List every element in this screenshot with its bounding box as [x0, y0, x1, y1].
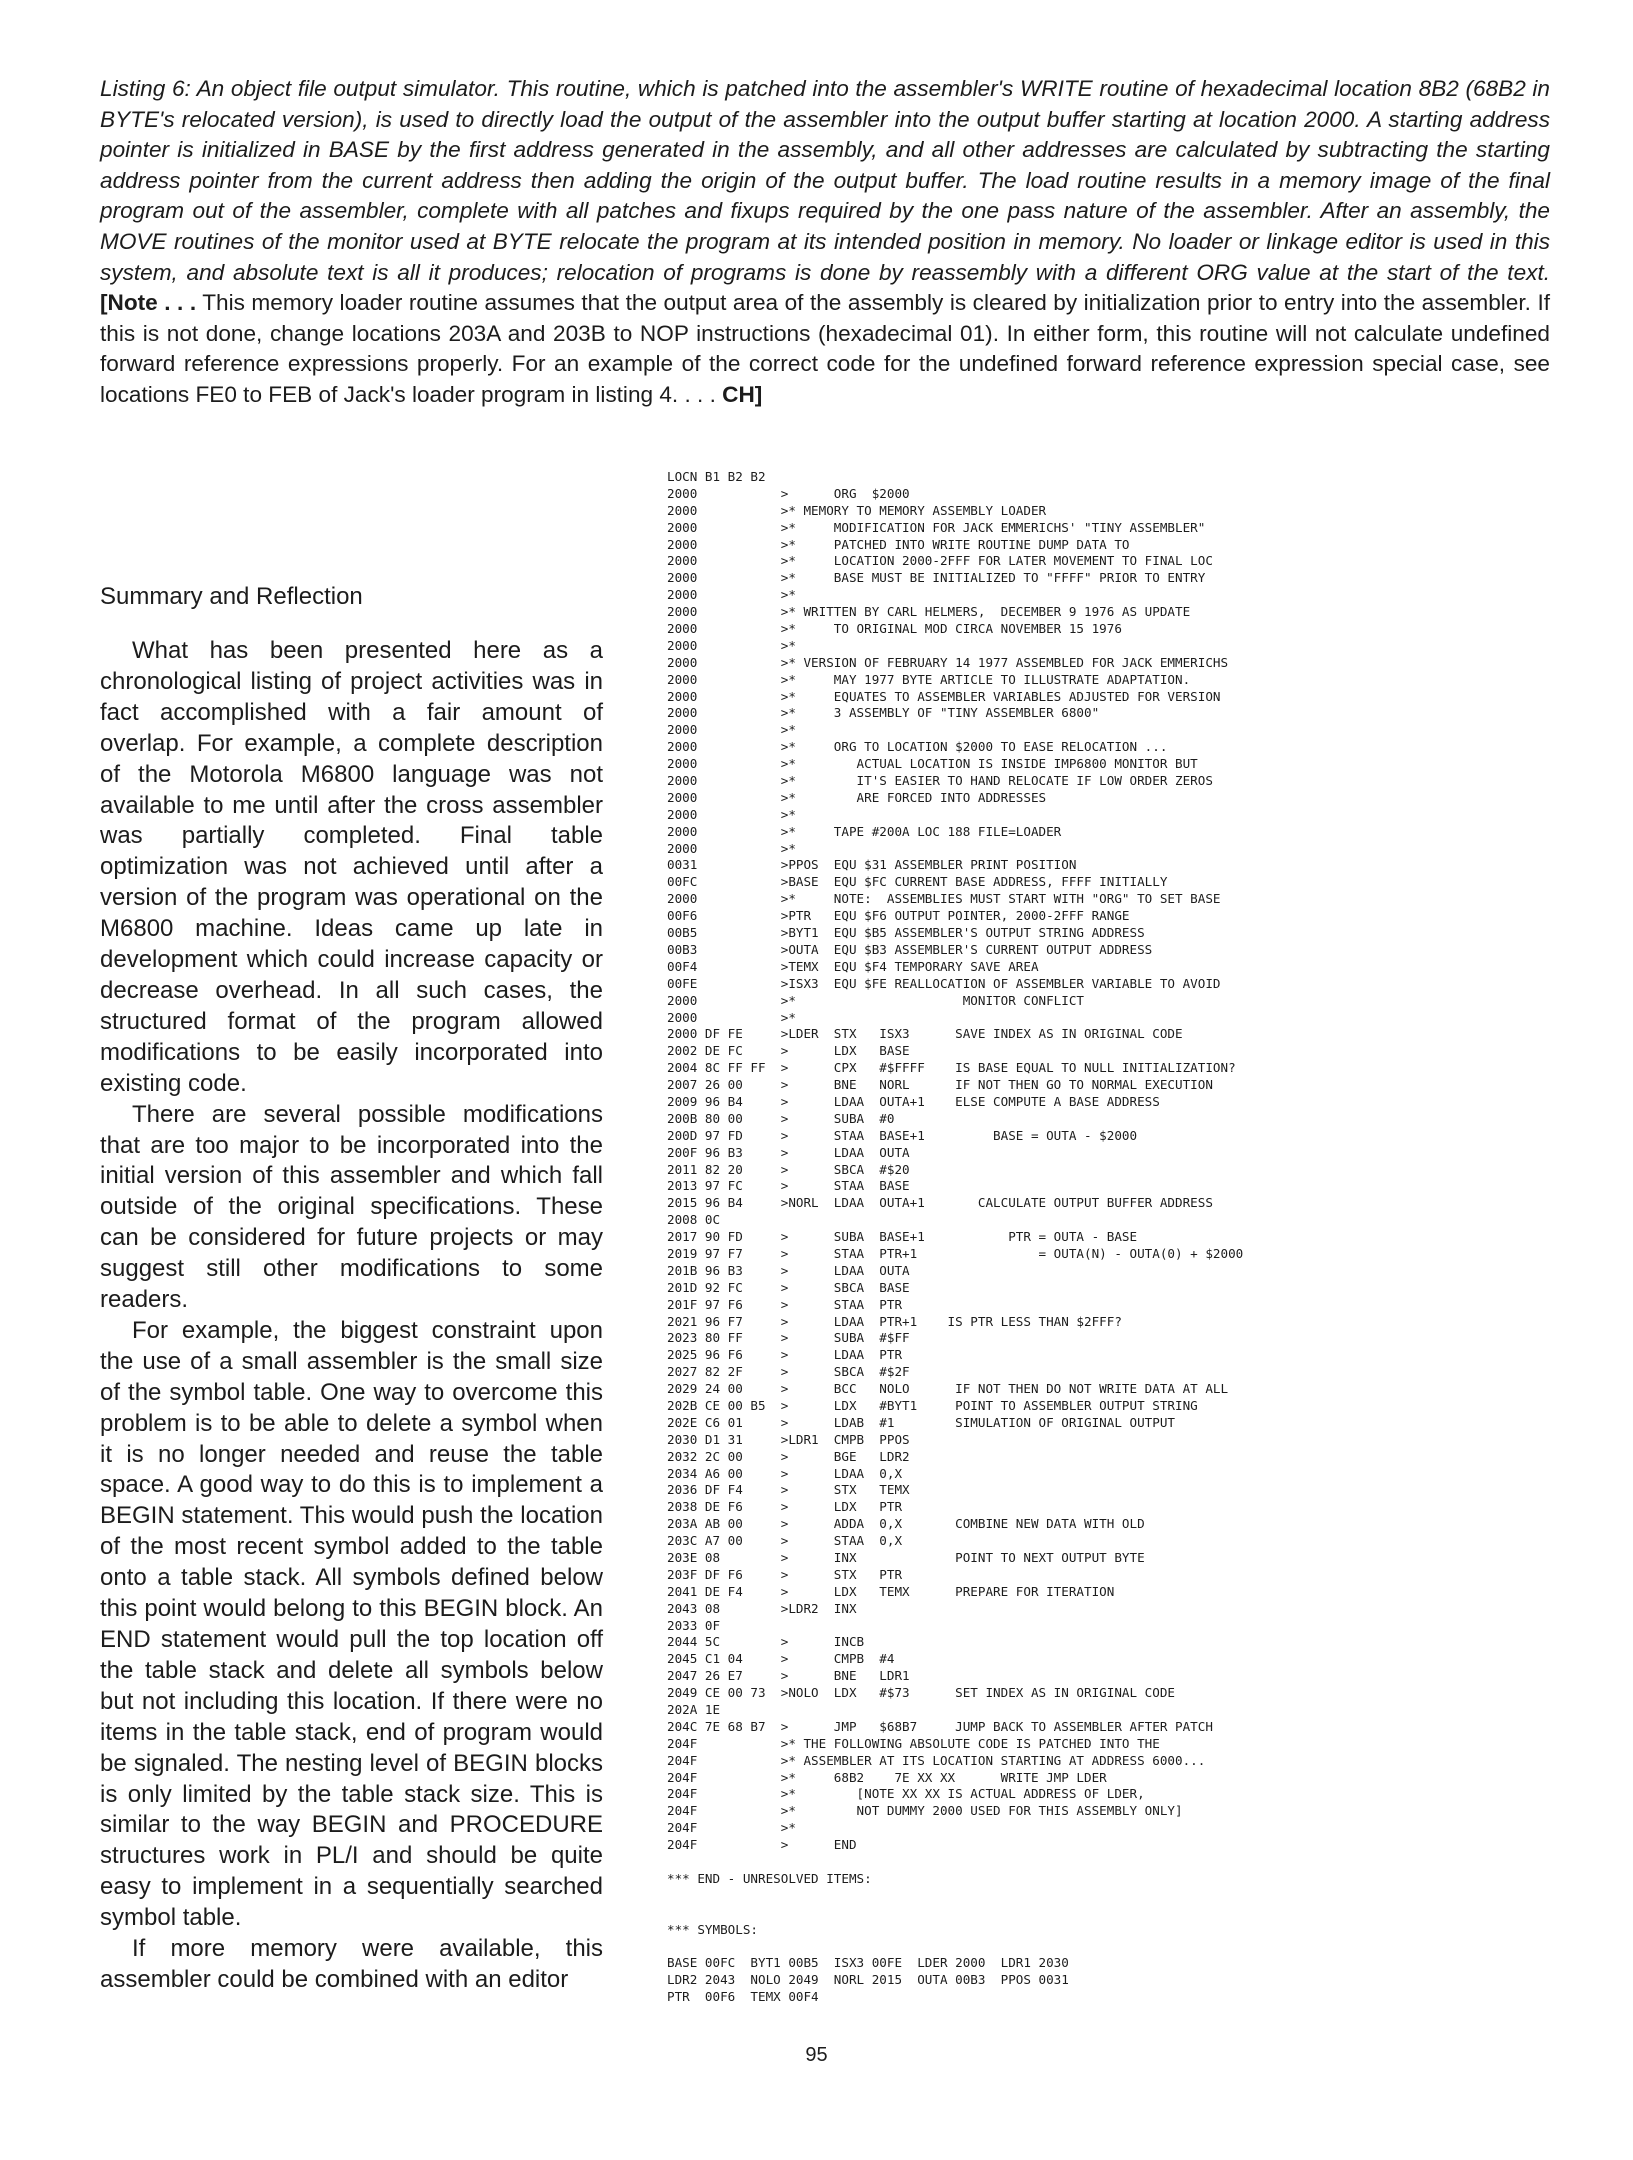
listing-line: 2000 >* ORG TO LOCATION $2000 TO EASE RELOCATION ... — [667, 739, 1168, 755]
listing-line: 203A AB 00 > ADDA 0,X COMBINE NEW DATA WITH OLD — [667, 1516, 1145, 1532]
listing-line: 2017 90 FD > SUBA BASE+1 PTR = OUTA - BASE — [667, 1229, 1138, 1245]
listing-line: 00B3 >OUTA EQU $B3 ASSEMBLER'S CURRENT OUTPUT ADDRESS — [667, 941, 1153, 957]
listing-line: 2000 >* NOTE: ASSEMBLIES MUST START WITH "ORG" TO SET BASE — [667, 891, 1221, 907]
listing-line: 2038 DE F6 > LDX PTR — [667, 1499, 903, 1515]
listing-line: 2000 >* ACTUAL LOCATION IS INSIDE IMP6800 MONITOR BUT — [667, 756, 1198, 772]
section-heading: Summary and Reflection — [100, 583, 363, 610]
listing-line: 2000 >* MEMORY TO MEMORY ASSEMBLY LOADER — [667, 502, 1047, 518]
listing-line: 204F >* NOT DUMMY 2000 USED FOR THIS ASSEMBLY ONLY] — [667, 1803, 1183, 1819]
listing-line: BASE 00FC BYT1 00B5 ISX3 00FE LDER 2000 LDR1 2030 — [667, 1955, 1069, 1971]
listing-line — [667, 1888, 1243, 1905]
listing-line: 2045 C1 04 > CMPB #4 — [667, 1651, 895, 1667]
listing-line: 201D 92 FC > SBCA BASE — [667, 1279, 910, 1295]
listing-line: 2041 DE F4 > LDX TEMX PREPARE FOR ITERATION — [667, 1583, 1115, 1599]
listing-line: 2047 26 E7 > BNE LDR1 — [667, 1668, 910, 1684]
listing-line: 204F >* [NOTE XX XX IS ACTUAL ADDRESS OF LDER, — [667, 1786, 1145, 1802]
listing-line: 2015 96 B4 >NORL LDAA OUTA+1 CALCULATE OUTPUT BUFFER ADDRESS — [667, 1195, 1213, 1211]
listing-line: 2000 >* MONITOR CONFLICT — [667, 992, 1085, 1008]
listing-line: 2023 80 FF > SUBA #$FF — [667, 1330, 910, 1346]
listing-line: 2004 8C FF FF > CPX #$FFFF IS BASE EQUAL TO NULL INITIALIZATION? — [667, 1060, 1236, 1076]
listing-line: 2000 >* BASE MUST BE INITIALIZED TO "FFFF" PRIOR TO ENTRY — [667, 570, 1206, 586]
listing-line: 2000 >* VERSION OF FEBRUARY 14 1977 ASSEMBLED FOR JACK EMMERICHS — [667, 654, 1229, 670]
listing-line: 200B 80 00 > SUBA #0 — [667, 1110, 895, 1126]
listing-line: 2000 >* 3 ASSEMBLY OF "TINY ASSEMBLER 6800" — [667, 705, 1100, 721]
body-paragraph: If more memory were available, this assembler could be combined with an editor — [100, 1935, 603, 1993]
assembly-listing — [667, 469, 1243, 2006]
listing-line: 2000 >* — [667, 587, 796, 603]
listing-line: 2000 >* — [667, 806, 796, 822]
listing-line: 201F 97 F6 > STAA PTR — [667, 1296, 903, 1312]
listing-line: 204C 7E 68 B7 > JMP $68B7 JUMP BACK TO ASSEMBLER AFTER PATCH — [667, 1718, 1213, 1734]
listing-line: LDR2 2043 NOLO 2049 NORL 2015 OUTA 00B3 PPOS 0031 — [667, 1972, 1069, 1988]
body-paragraph: For example, the biggest constraint upon the use of a small assembler is the small size of the symbol table. One way to overcome this problem is to be able to delete a symbol when it is no longer needed and reuse the table space. A good way to do this is to implement a BEGIN statement. This would push the location of the most recent symbol added to the table onto a table stack. All symbols defined below this point would belong to this BEGIN block. An END statement would pull the top location off the table stack and delete all symbols below but not including this location. If there were no items in the table stack, end of program would be signaled. The nesting level of BEGIN blocks is only limited by the table stack size. This is similar to the way BEGIN and PROCEDURE structures work in PL/I and should be quite easy to implement in a sequentially searched symbol table. — [100, 1316, 603, 1932]
listing-line: 2002 DE FC > LDX BASE — [667, 1043, 910, 1059]
listing-line: 204F > END — [667, 1837, 857, 1853]
listing-line: 2000 >* — [667, 1009, 796, 1025]
listing-line: 2043 08 >LDR2 INX — [667, 1600, 857, 1616]
listing-line: 2007 26 00 > BNE NORL IF NOT THEN GO TO NORMAL EXECUTION — [667, 1077, 1213, 1093]
note-open: [Note . . . — [100, 290, 197, 316]
listing-line: 201B 96 B3 > LDAA OUTA — [667, 1262, 910, 1278]
listing-line: 2000 >* MODIFICATION FOR JACK EMMERICHS' "TINY ASSEMBLER" — [667, 519, 1206, 535]
listing-line: 203C A7 00 > STAA 0,X — [667, 1533, 903, 1549]
listing-line: 2000 > ORG $2000 — [667, 485, 910, 501]
listing-line: 2000 >* IT'S EASIER TO HAND RELOCATE IF LOW ORDER ZEROS — [667, 773, 1213, 789]
listing-line: 202E C6 01 > LDAB #1 SIMULATION OF ORIGINAL OUTPUT — [667, 1414, 1175, 1430]
listing-line: 2000 >* ARE FORCED INTO ADDRESSES — [667, 789, 1047, 805]
listing-line: LOCN B1 B2 B2 — [667, 469, 766, 484]
listing-line: 2000 >* — [667, 722, 796, 738]
listing-line: 204F >* — [667, 1820, 796, 1836]
page-number: 95 — [805, 2044, 828, 2066]
listing-line: 2013 97 FC > STAA BASE — [667, 1178, 910, 1194]
body-paragraph: What has been presented here as a chronological listing of project activities was in fact accomplished with a fair amount of overlap. For example, a complete description of the Motorola M6800 language was not available to me until after the cross assembler was partially completed. Final table optimization was not achieved until after a version of the program was operational on the M6800 machine. Ideas came up late in development which could increase capacity or decrease overhead. In all such cases, the structured format of the program allowed modifications to be easily incorporated into existing code. — [100, 637, 603, 1097]
listing-caption — [100, 74, 1550, 411]
listing-line: 2000 >* — [667, 637, 796, 653]
listing-line: 202B CE 00 B5 > LDX #BYT1 POINT TO ASSEMBLER OUTPUT STRING — [667, 1397, 1198, 1413]
listing-line: 2021 96 F7 > LDAA PTR+1 IS PTR LESS THAN $2FFF? — [667, 1313, 1122, 1329]
note-body: This memory loader routine assumes that the output area of the assembly is cleared by initialization prior to entry into the assembler. If this is not done, change locations 203A and 203B to NOP instructions (hexadecimal 01). In either form, this routine will not calculate undefined forward reference expressions properly. For an example of the correct code for the undefined forward reference expression special case, see locations FE0 to FEB of Jack's loader program in listing 4. . . . — [100, 290, 1550, 407]
listing-line: 204F >* THE FOLLOWING ABSOLUTE CODE IS PATCHED INTO THE — [667, 1735, 1160, 1751]
listing-line: 2034 A6 00 > LDAA 0,X — [667, 1465, 903, 1481]
listing-line: 2000 >* WRITTEN BY CARL HELMERS, DECEMBER 9 1976 AS UPDATE — [667, 604, 1191, 620]
listing-line: 2027 82 2F > SBCA #$2F — [667, 1364, 910, 1380]
listing-line: 2000 >* PATCHED INTO WRITE ROUTINE DUMP DATA TO — [667, 536, 1130, 552]
listing-line: 203E 08 > INX POINT TO NEXT OUTPUT BYTE — [667, 1550, 1145, 1565]
listing-line: 00F4 >TEMX EQU $F4 TEMPORARY SAVE AREA — [667, 958, 1039, 974]
listing-line: 2049 CE 00 73 >NOLO LDX #$73 SET INDEX AS IN ORIGINAL CODE — [667, 1685, 1175, 1701]
listing-line: 204F >* ASSEMBLER AT ITS LOCATION STARTING AT ADDRESS 6000... — [667, 1752, 1206, 1768]
listing-line: 2000 >* TO ORIGINAL MOD CIRCA NOVEMBER 15 1976 — [667, 621, 1122, 637]
listing-line: 2000 DF FE >LDER STX ISX3 SAVE INDEX AS IN ORIGINAL CODE — [667, 1026, 1183, 1042]
listing-line: 2000 >* EQUATES TO ASSEMBLER VARIABLES ADJUSTED FOR VERSION — [667, 688, 1221, 704]
body-paragraph: There are several possible modifications that are too major to be incorporated into the initial version of this assembler and which fall outside of the original specifications. These can be considered for future projects or may suggest still other modifications to some readers. — [100, 1100, 603, 1314]
listing-line: 00FE >ISX3 EQU $FE REALLOCATION OF ASSEMBLER VARIABLE TO AVOID — [667, 975, 1221, 991]
listing-line — [667, 1905, 1243, 1922]
listing-line: 200F 96 B3 > LDAA OUTA — [667, 1144, 910, 1160]
listing-line: 2025 96 F6 > LDAA PTR — [667, 1347, 903, 1363]
listing-line: 2044 5C > INCB — [667, 1634, 865, 1650]
summary-column — [100, 582, 603, 1996]
listing-line: *** SYMBOLS: — [667, 1921, 758, 1937]
listing-line: 2036 DF F4 > STX TEMX — [667, 1482, 910, 1498]
listing-line: *** END - UNRESOLVED ITEMS: — [667, 1870, 872, 1886]
listing-line: 0031 >PPOS EQU $31 ASSEMBLER PRINT POSITION — [667, 857, 1077, 873]
listing-line: 00B5 >BYT1 EQU $B5 ASSEMBLER'S OUTPUT STRING ADDRESS — [667, 925, 1145, 941]
caption-italic-text: Listing 6: An object file output simulator. This routine, which is patched into the assembler's WRITE routine of hexadecimal location 8B2 (68B2 in BYTE's relocated version), is used to directly load the output of the assembler into the output buffer starting at location 2000. A starting address pointer is initialized in BASE by the first address generated in the assembly, and all other addresses are calculated by subtracting the starting address pointer from the current address then adding the origin of the output buffer. The load routine results in a memory image of the final program out of the assembler, complete with all patches and fixups required by the one pass nature of the assembler. After an assembly, the MOVE routines of the monitor used at BYTE relocate the program at its intended position in memory. No loader or linkage editor is used in this system, and absolute text is all it produces; relocation of programs is done by reassembly with a different ORG value at the start of the text. — [100, 76, 1550, 285]
note-close: CH] — [722, 381, 763, 407]
listing-line: 2009 96 B4 > LDAA OUTA+1 ELSE COMPUTE A BASE ADDRESS — [667, 1093, 1160, 1109]
listing-line: 00F6 >PTR EQU $F6 OUTPUT POINTER, 2000-2FFF RANGE — [667, 908, 1130, 924]
listing-line: 203F DF F6 > STX PTR — [667, 1566, 903, 1582]
listing-line: 2030 D1 31 >LDR1 CMPB PPOS — [667, 1431, 910, 1447]
listing-line — [667, 1938, 1243, 1955]
listing-line: 202A 1E — [667, 1702, 721, 1718]
listing-line: 00FC >BASE EQU $FC CURRENT BASE ADDRESS, FFFF INITIALLY — [667, 874, 1168, 890]
listing-line — [667, 1854, 1243, 1871]
listing-line: 2033 0F — [667, 1617, 721, 1633]
listing-line: 200D 97 FD > STAA BASE+1 BASE = OUTA - $2000 — [667, 1127, 1138, 1143]
listing-line: 2000 >* LOCATION 2000-2FFF FOR LATER MOVEMENT TO FINAL LOC — [667, 553, 1213, 569]
listing-line: 2000 >* — [667, 840, 796, 856]
listing-line: 2019 97 F7 > STAA PTR+1 = OUTA(N) - OUTA(0) + $2000 — [667, 1245, 1244, 1261]
listing-line: 2032 2C 00 > BGE LDR2 — [667, 1448, 910, 1464]
listing-line: 204F >* 68B2 7E XX XX WRITE JMP LDER — [667, 1769, 1107, 1785]
listing-line: 2011 82 20 > SBCA #$20 — [667, 1161, 910, 1177]
listing-line: 2029 24 00 > BCC NOLO IF NOT THEN DO NOT WRITE DATA AT ALL — [667, 1381, 1229, 1397]
listing-line: 2000 >* MAY 1977 BYTE ARTICLE TO ILLUSTRATE ADAPTATION. — [667, 671, 1191, 687]
listing-line: 2000 >* TAPE #200A LOC 188 FILE=LOADER — [667, 823, 1062, 839]
listing-line: PTR 00F6 TEMX 00F4 — [667, 1989, 819, 2005]
listing-line: 2008 0C — [667, 1212, 721, 1228]
